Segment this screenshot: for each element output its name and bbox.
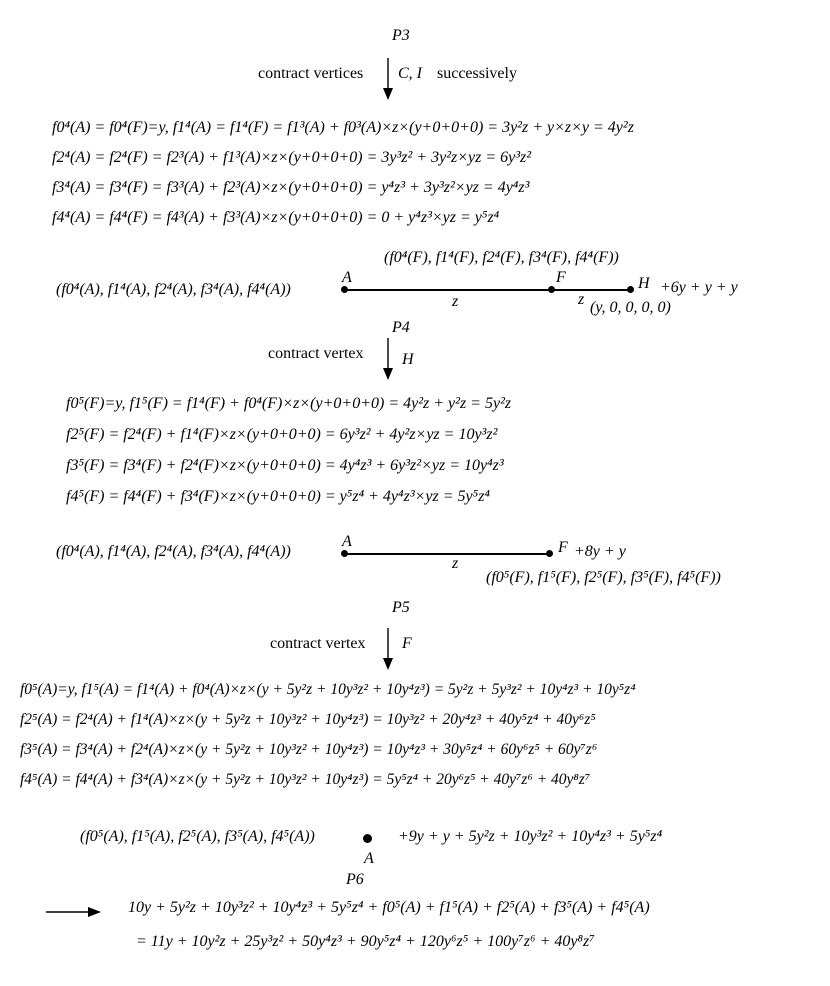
node-label: F — [556, 269, 566, 286]
equation-line: f2⁵(F) = f2⁴(F) + f1⁴(F)×z×(y+0+0+0) = 6y³z² + 4y²z×yz = 10y³z² — [66, 426, 498, 443]
step-label-p3: P3 — [392, 27, 410, 44]
extra-term-label: +9y + y + 5y²z + 10y³z² + 10y⁴z³ + 5y⁵z⁴ — [398, 828, 663, 845]
operation-suffix-1: successively — [437, 65, 517, 82]
edge-weight-label: z — [578, 291, 585, 308]
edge-weight-label: z — [452, 293, 459, 310]
extra-term-label: +8y + y — [574, 543, 626, 560]
vector-label: (f0⁵(A), f1⁵(A), f2⁵(A), f3⁵(A), f4⁵(A)) — [80, 828, 315, 845]
vector-label: (f0⁴(F), f1⁴(F), f2⁴(F), f3⁴(F), f4⁴(F)) — [384, 249, 619, 266]
operation-label-1: contract vertices — [258, 65, 364, 82]
vector-label: (y, 0, 0, 0, 0) — [590, 299, 671, 316]
node-label: A — [364, 850, 374, 867]
graph-node-h — [627, 286, 634, 293]
final-sum-line: 10y + 5y²z + 10y³z² + 10y⁴z³ + 5y⁵z⁴ + f0⁵(A) + f1⁵(A) + f2⁵(A) + f3⁵(A) + f4⁵(A) — [128, 899, 650, 916]
node-label: A — [342, 533, 352, 550]
equation-line: f4⁵(F) = f4⁴(F) + f3⁴(F)×z×(y+0+0+0) = y⁵z⁴ + 4y⁴z³×yz = 5y⁵z⁴ — [66, 488, 490, 505]
down-arrow-icon — [380, 58, 396, 102]
node-label: F — [558, 539, 568, 556]
graph-node-f — [546, 550, 553, 557]
vector-label: (f0⁴(A), f1⁴(A), f2⁴(A), f3⁴(A), f4⁴(A)) — [56, 543, 291, 560]
node-label: A — [342, 269, 352, 286]
down-arrow-icon — [380, 338, 396, 382]
edge-weight-label: z — [452, 555, 459, 572]
extra-term-label: +6y + y + y — [660, 279, 738, 296]
equation-line: f0⁴(A) = f0⁴(F)=y, f1⁴(A) = f1⁴(F) = f1³(A) + f0³(A)×z×(y+0+0+0) = 3y²z + y×z×y = 4y²z — [52, 119, 634, 136]
vector-label: (f0⁵(F), f1⁵(F), f2⁵(F), f3⁵(F), f4⁵(F)) — [486, 569, 721, 586]
graph-edge — [345, 289, 551, 291]
equation-line: f3⁵(A) = f3⁴(A) + f2⁴(A)×z×(y + 5y²z + 10y³z² + 10y⁴z³) = 10y⁴z³ + 30y⁵z⁴ + 60y⁶z⁵ + 60y⁷z⁶ — [20, 741, 598, 758]
equation-line: f4⁴(A) = f4⁴(F) = f4³(A) + f3³(A)×z×(y+0+0+0) = 0 + y⁴z³×yz = y⁵z⁴ — [52, 209, 500, 226]
operation-vertex-3: F — [402, 635, 412, 652]
graph-node-a — [363, 834, 372, 843]
graph-edge — [552, 289, 631, 291]
step-label-p5: P5 — [392, 599, 410, 616]
graph-edge — [345, 553, 549, 555]
equation-line: f2⁴(A) = f2⁴(F) = f2³(A) + f1³(A)×z×(y+0+0+0) = 3y³z² + 3y²z×yz = 6y³z² — [52, 149, 532, 166]
right-arrow-icon — [46, 905, 102, 919]
operation-vertex-2: H — [402, 351, 414, 368]
step-label-p4: P4 — [392, 319, 410, 336]
down-arrow-icon — [380, 628, 396, 672]
equation-line: f3⁴(A) = f3⁴(F) = f3³(A) + f2³(A)×z×(y+0+0+0) = y⁴z³ + 3y³z²×yz = 4y⁴z³ — [52, 179, 530, 196]
vector-label: (f0⁴(A), f1⁴(A), f2⁴(A), f3⁴(A), f4⁴(A)) — [56, 281, 291, 298]
final-result-line: = 11y + 10y²z + 25y³z² + 50y⁴z³ + 90y⁵z⁴ + 120y⁶z⁵ + 100y⁷z⁶ + 40y⁸z⁷ — [136, 933, 595, 950]
operation-vertices-1: C, I — [398, 65, 422, 82]
operation-label-3: contract vertex — [270, 635, 366, 652]
equation-line: f2⁵(A) = f2⁴(A) + f1⁴(A)×z×(y + 5y²z + 10y³z² + 10y⁴z³) = 10y³z² + 20y⁴z³ + 40y⁵z⁴ + 40y⁶z⁵ — [20, 711, 596, 728]
step-label-p6: P6 — [346, 871, 364, 888]
equation-line: f3⁵(F) = f3⁴(F) + f2⁴(F)×z×(y+0+0+0) = 4y⁴z³ + 6y³z²×yz = 10y⁴z³ — [66, 457, 504, 474]
equation-line: f0⁵(A)=y, f1⁵(A) = f1⁴(A) + f0⁴(A)×z×(y + 5y²z + 10y³z² + 10y⁴z³) = 5y²z + 5y³z² + 10y⁴z³ + 10y⁵z⁴ — [20, 681, 636, 698]
equation-line: f0⁵(F)=y, f1⁵(F) = f1⁴(F) + f0⁴(F)×z×(y+0+0+0) = 4y²z + y²z = 5y²z — [66, 395, 512, 412]
node-label: H — [638, 275, 650, 292]
operation-label-2: contract vertex — [268, 345, 364, 362]
equation-line: f4⁵(A) = f4⁴(A) + f3⁴(A)×z×(y + 5y²z + 10y³z² + 10y⁴z³) = 5y⁵z⁴ + 20y⁶z⁵ + 40y⁷z⁶ + 40y⁸z⁷ — [20, 771, 591, 788]
